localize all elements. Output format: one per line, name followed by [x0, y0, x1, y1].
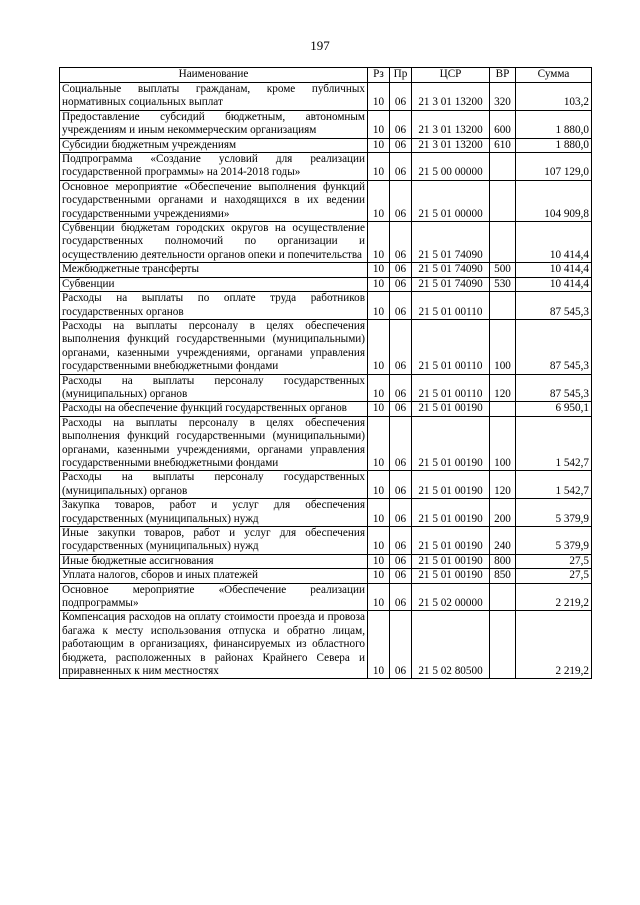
table-body [60, 83, 592, 679]
row-sum: 27,5 [516, 569, 592, 583]
row-rz: 10 [368, 292, 390, 320]
row-name: Социальные выплаты гражданам, кроме публичных нормативных социальных выплат [60, 83, 368, 111]
row-pr: 06 [390, 569, 412, 583]
row-name: Закупка товаров, работ и услуг для обеспечения государственных (муниципальных) нужд [60, 499, 368, 527]
column-header-rz: Рз [368, 68, 390, 83]
row-pr: 06 [390, 583, 412, 611]
row-name: Расходы на выплаты по оплате труда работников государственных органов [60, 292, 368, 320]
row-name: Расходы на выплаты персоналу в целях обеспечения выполнения функций государственными (муниципальными) органами, казенными учреждениями, органами управления государственными внебюджетными фондами [60, 416, 368, 471]
row-vr: 800 [490, 554, 516, 568]
row-vr: 200 [490, 499, 516, 527]
row-sum: 1 880,0 [516, 138, 592, 152]
row-pr: 06 [390, 611, 412, 679]
row-rz: 10 [368, 110, 390, 138]
row-pr: 06 [390, 153, 412, 181]
row-csr: 21 5 00 00000 [412, 153, 490, 181]
row-sum: 5 379,9 [516, 499, 592, 527]
row-sum: 87 545,3 [516, 292, 592, 320]
row-vr: 120 [490, 374, 516, 402]
table-row [60, 527, 592, 555]
budget-table [59, 67, 592, 679]
row-rz: 10 [368, 583, 390, 611]
row-sum: 87 545,3 [516, 319, 592, 374]
row-csr: 21 3 01 13200 [412, 138, 490, 152]
row-rz: 10 [368, 277, 390, 291]
table-row [60, 180, 592, 221]
row-vr [490, 611, 516, 679]
row-sum: 2 219,2 [516, 611, 592, 679]
row-sum: 5 379,9 [516, 527, 592, 555]
row-rz: 10 [368, 402, 390, 416]
row-name: Основное мероприятие «Обеспечение выполнения функций государственными органами и находящихся в их ведении государственными учреждениями» [60, 180, 368, 221]
row-csr: 21 5 01 00190 [412, 569, 490, 583]
row-vr: 100 [490, 319, 516, 374]
row-sum: 27,5 [516, 554, 592, 568]
table-row [60, 554, 592, 568]
row-rz: 10 [368, 569, 390, 583]
row-vr: 850 [490, 569, 516, 583]
row-vr: 320 [490, 83, 516, 111]
row-sum: 2 219,2 [516, 583, 592, 611]
row-csr: 21 5 01 00190 [412, 416, 490, 471]
row-rz: 10 [368, 153, 390, 181]
row-pr: 06 [390, 180, 412, 221]
row-pr: 06 [390, 471, 412, 499]
row-name: Иные закупки товаров, работ и услуг для обеспечения государственных (муниципальных) нужд [60, 527, 368, 555]
row-pr: 06 [390, 527, 412, 555]
row-sum: 104 909,8 [516, 180, 592, 221]
row-pr: 06 [390, 292, 412, 320]
column-header-name: Наименование [60, 68, 368, 83]
row-rz: 10 [368, 499, 390, 527]
table-row [60, 263, 592, 277]
row-name: Субвенции бюджетам городских округов на осуществление государственных полномочий по организации и осуществлению деятельности органов опеки и попечительства [60, 222, 368, 263]
row-csr: 21 5 01 00110 [412, 292, 490, 320]
row-vr [490, 180, 516, 221]
row-sum: 103,2 [516, 83, 592, 111]
row-rz: 10 [368, 527, 390, 555]
row-csr: 21 5 01 00110 [412, 319, 490, 374]
row-name: Расходы на выплаты персоналу государственных (муниципальных) органов [60, 471, 368, 499]
row-sum: 1 880,0 [516, 110, 592, 138]
row-sum: 87 545,3 [516, 374, 592, 402]
row-rz: 10 [368, 222, 390, 263]
table-row [60, 222, 592, 263]
table-row [60, 499, 592, 527]
row-csr: 21 5 02 00000 [412, 583, 490, 611]
column-header-pr: Пр [390, 68, 412, 83]
row-csr: 21 5 01 00190 [412, 402, 490, 416]
table-row [60, 416, 592, 471]
row-rz: 10 [368, 611, 390, 679]
row-csr: 21 3 01 13200 [412, 83, 490, 111]
row-name: Субсидии бюджетным учреждениям [60, 138, 368, 152]
row-vr: 610 [490, 138, 516, 152]
row-sum: 6 950,1 [516, 402, 592, 416]
row-pr: 06 [390, 263, 412, 277]
row-rz: 10 [368, 554, 390, 568]
row-name: Подпрограмма «Создание условий для реализации государственной программы» на 2014-2018 годы» [60, 153, 368, 181]
row-name: Расходы на выплаты персоналу государственных (муниципальных) органов [60, 374, 368, 402]
row-sum: 1 542,7 [516, 471, 592, 499]
row-vr: 530 [490, 277, 516, 291]
table-row [60, 471, 592, 499]
row-rz: 10 [368, 180, 390, 221]
row-vr [490, 583, 516, 611]
row-pr: 06 [390, 277, 412, 291]
row-vr: 500 [490, 263, 516, 277]
row-csr: 21 5 01 00000 [412, 180, 490, 221]
row-csr: 21 3 01 13200 [412, 110, 490, 138]
row-sum: 10 414,4 [516, 277, 592, 291]
row-vr [490, 292, 516, 320]
row-pr: 06 [390, 222, 412, 263]
row-name: Уплата налогов, сборов и иных платежей [60, 569, 368, 583]
row-name: Расходы на выплаты персоналу в целях обеспечения выполнения функций государственными (муниципальными) органами, казенными учреждениями, органами управления государственными внебюджетными фондами [60, 319, 368, 374]
row-pr: 06 [390, 83, 412, 111]
row-pr: 06 [390, 402, 412, 416]
table-row [60, 402, 592, 416]
row-vr: 100 [490, 416, 516, 471]
row-rz: 10 [368, 416, 390, 471]
row-pr: 06 [390, 110, 412, 138]
row-csr: 21 5 01 74090 [412, 277, 490, 291]
row-csr: 21 5 01 74090 [412, 222, 490, 263]
row-pr: 06 [390, 374, 412, 402]
table-row [60, 83, 592, 111]
row-vr: 120 [490, 471, 516, 499]
row-csr: 21 5 01 00190 [412, 471, 490, 499]
table-row [60, 374, 592, 402]
page-number: 197 [310, 38, 330, 53]
row-vr [490, 402, 516, 416]
table-row [60, 110, 592, 138]
table-row [60, 611, 592, 679]
row-name: Иные бюджетные ассигнования [60, 554, 368, 568]
row-csr: 21 5 01 00190 [412, 554, 490, 568]
column-header-vr: ВР [490, 68, 516, 83]
row-csr: 21 5 01 00190 [412, 527, 490, 555]
table-row [60, 277, 592, 291]
row-rz: 10 [368, 471, 390, 499]
row-name: Предоставление субсидий бюджетным, автономным учреждениям и иным некоммерческим организациям [60, 110, 368, 138]
row-sum: 10 414,4 [516, 263, 592, 277]
row-rz: 10 [368, 263, 390, 277]
row-pr: 06 [390, 138, 412, 152]
row-csr: 21 5 01 00190 [412, 499, 490, 527]
row-rz: 10 [368, 83, 390, 111]
row-name: Расходы на обеспечение функций государственных органов [60, 402, 368, 416]
row-rz: 10 [368, 319, 390, 374]
row-name: Основное мероприятие «Обеспечение реализации подпрограммы» [60, 583, 368, 611]
row-name: Межбюджетные трансферты [60, 263, 368, 277]
row-pr: 06 [390, 319, 412, 374]
row-sum: 10 414,4 [516, 222, 592, 263]
table-header-row [60, 68, 592, 83]
table-row [60, 569, 592, 583]
row-csr: 21 5 01 74090 [412, 263, 490, 277]
table-row [60, 153, 592, 181]
row-sum: 107 129,0 [516, 153, 592, 181]
table-row [60, 583, 592, 611]
table-row [60, 319, 592, 374]
row-name: Компенсация расходов на оплату стоимости проезда и провоза багажа к месту использования отпуска и обратно лицам, работающим в организациях, финансируемых из областного бюджета, расположенных в районах Крайнего Севера и приравненных к ним местностях [60, 611, 368, 679]
row-rz: 10 [368, 138, 390, 152]
table-row [60, 292, 592, 320]
row-name: Субвенции [60, 277, 368, 291]
row-vr: 240 [490, 527, 516, 555]
row-csr: 21 5 01 00110 [412, 374, 490, 402]
row-vr: 600 [490, 110, 516, 138]
row-pr: 06 [390, 554, 412, 568]
row-pr: 06 [390, 416, 412, 471]
row-vr [490, 153, 516, 181]
row-pr: 06 [390, 499, 412, 527]
row-vr [490, 222, 516, 263]
row-csr: 21 5 02 80500 [412, 611, 490, 679]
row-sum: 1 542,7 [516, 416, 592, 471]
row-rz: 10 [368, 374, 390, 402]
table-row [60, 138, 592, 152]
column-header-csr: ЦСР [412, 68, 490, 83]
column-header-sum: Сумма [516, 68, 592, 83]
